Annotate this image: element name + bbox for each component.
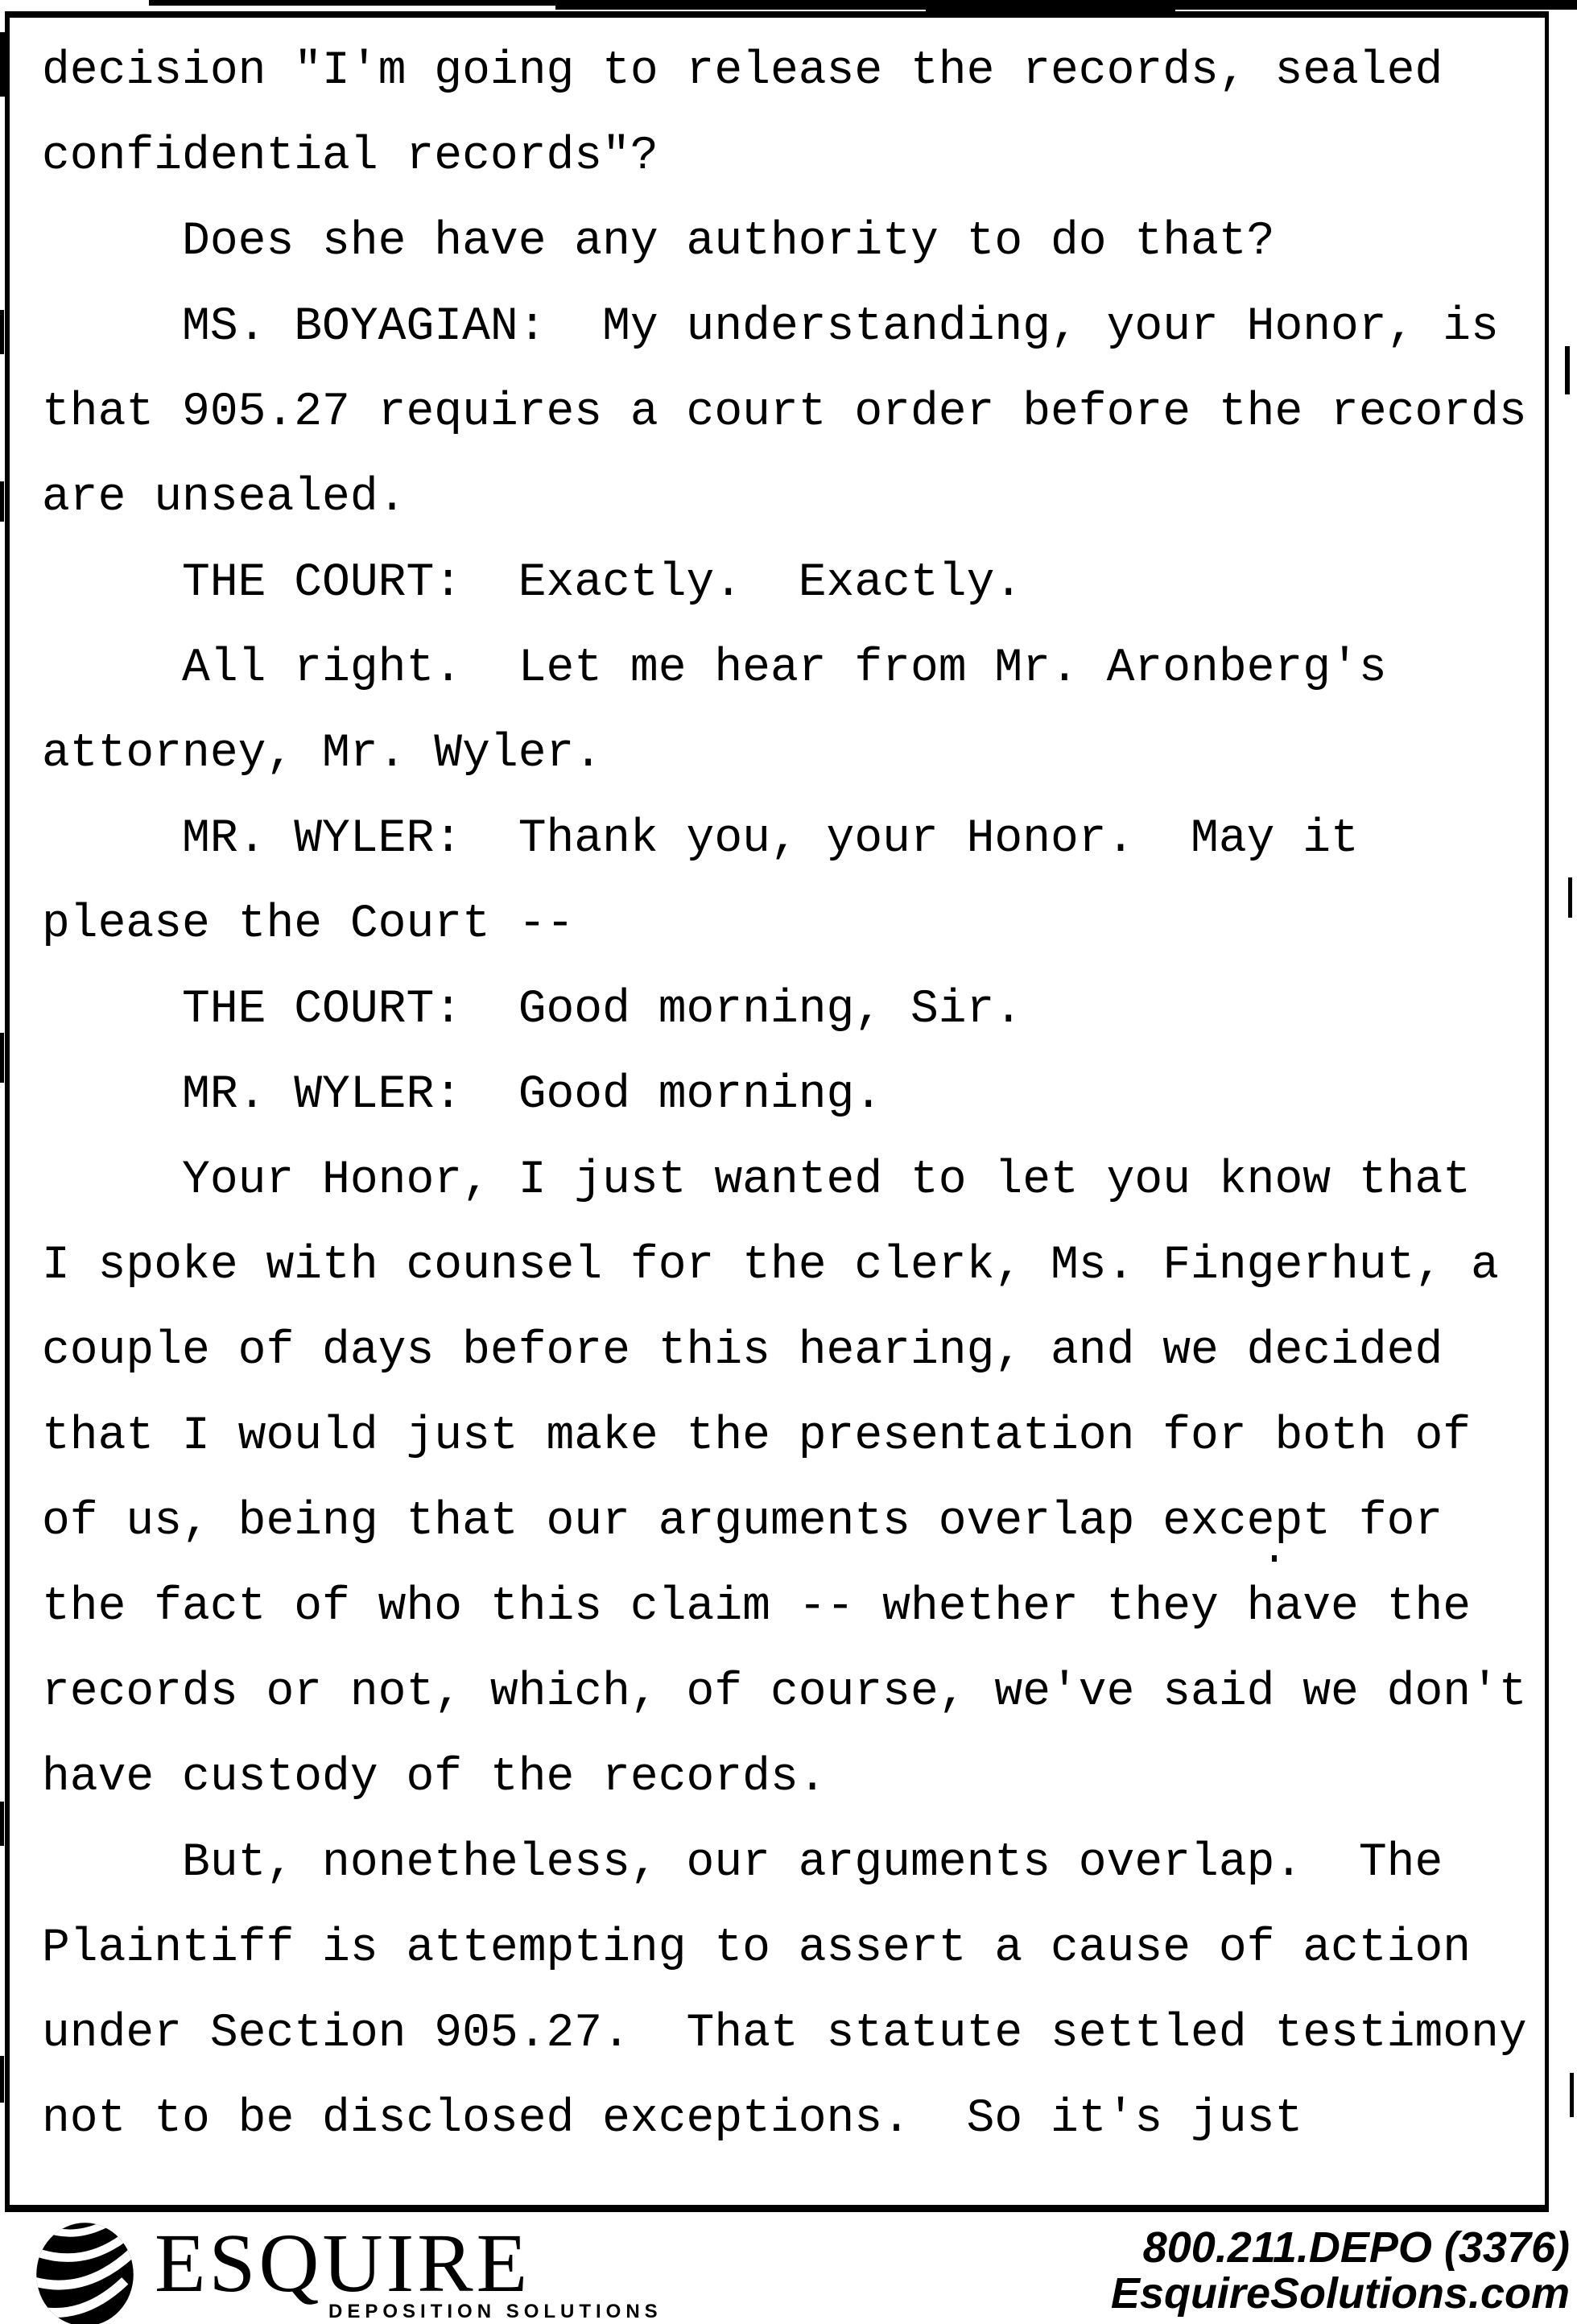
scan-artifact-right-tick xyxy=(1570,2073,1574,2117)
transcript-line: not to be disclosed exceptions. So it's just xyxy=(42,2093,1303,2145)
transcript-line: Plaintiff is attempting to assert a cause of action xyxy=(42,1922,1472,1975)
transcript-line: that I would just make the presentation for both of xyxy=(42,1410,1472,1463)
scan-artifact-left-tick xyxy=(0,310,4,354)
transcript-line: attorney, Mr. Wyler. xyxy=(42,728,603,780)
transcript-line: confidential records"? xyxy=(42,130,658,183)
transcript-text-block xyxy=(42,29,1555,2162)
transcript-line: MR. WYLER: Good morning. xyxy=(42,1069,883,1121)
transcript-line: But, nonetheless, our arguments overlap. The xyxy=(42,1837,1443,1889)
scan-artifact-right-tick xyxy=(1565,346,1570,394)
transcript-line: are unsealed. xyxy=(42,472,407,524)
transcript-line: THE COURT: Exactly. Exactly. xyxy=(42,557,1023,609)
scan-artifact-right-tick xyxy=(1568,877,1572,918)
transcript-line: that 905.27 requires a court order before the records xyxy=(42,386,1527,439)
footer-contact-block xyxy=(1111,2225,1570,2317)
footer-website: EsquireSolutions.com xyxy=(1110,2269,1570,2318)
esquire-globe-logo-icon xyxy=(31,2222,139,2324)
transcript-line: MS. BOYAGIAN: My understanding, your Honor, is xyxy=(42,301,1499,353)
scan-artifact-left-tick xyxy=(0,1033,4,1083)
esquire-wordmark-subtext: DEPOSITION SOLUTIONS xyxy=(328,2301,663,2322)
scan-artifact-left-tick xyxy=(0,1802,4,1846)
transcript-line: Your Honor, I just wanted to let you know that xyxy=(42,1154,1472,1207)
transcript-line: MR. WYLER: Thank you, your Honor. May it xyxy=(42,813,1359,865)
esquire-wordmark: ESQUIRE xyxy=(155,2217,531,2310)
transcript-line: of us, being that our arguments overlap except for xyxy=(42,1496,1443,1548)
transcript-line: the fact of who this claim -- whether they have the xyxy=(42,1581,1472,1633)
transcript-line: I spoke with counsel for the clerk, Ms. Fingerhut, a xyxy=(42,1240,1499,1292)
footer xyxy=(0,2217,1577,2324)
transcript-line: decision "I'm going to release the records, sealed xyxy=(42,45,1443,97)
transcript-line: All right. Let me hear from Mr. Aronberg's xyxy=(42,642,1387,695)
transcript-line: records or not, which, of course, we've said we don't xyxy=(42,1666,1527,1719)
footer-phone: 800.211.DEPO (3376) xyxy=(1142,2223,1570,2272)
transcript-line: under Section 905.27. That statute settled testimony xyxy=(42,2008,1527,2060)
transcript-line: Does she have any authority to do that? xyxy=(42,216,1275,268)
scan-artifact-left-tick xyxy=(0,481,4,522)
transcript-line: couple of days before this hearing, and we decided xyxy=(42,1325,1443,1377)
transcript-line: please the Court -- xyxy=(42,898,575,951)
transcript-line: THE COURT: Good morning, Sir. xyxy=(42,984,1023,1036)
scan-artifact-left-tick xyxy=(0,2056,4,2103)
transcript-line: have custody of the records. xyxy=(42,1752,827,1804)
